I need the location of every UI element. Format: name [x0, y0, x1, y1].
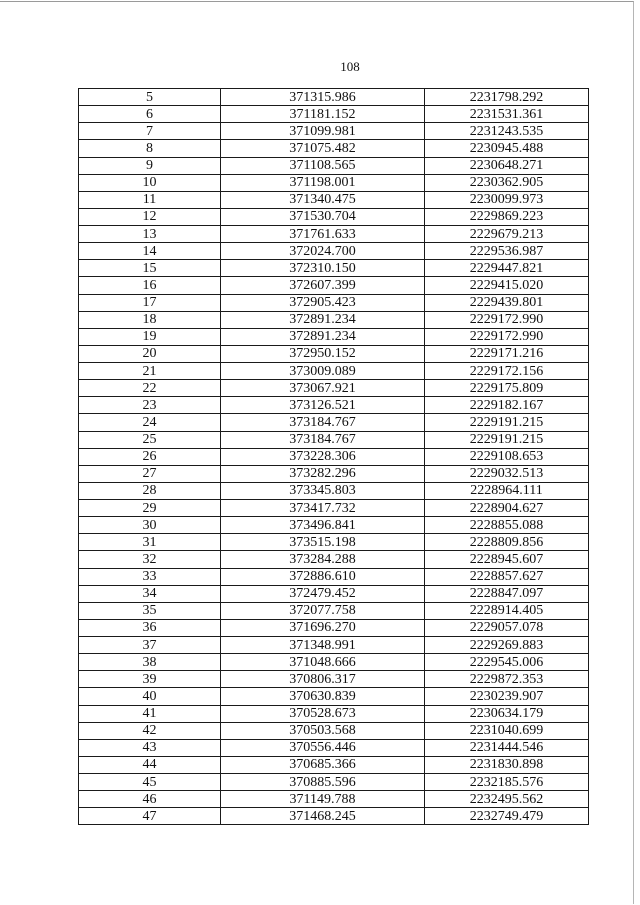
x-coordinate-cell: 372950.152 [221, 345, 425, 362]
x-coordinate-cell: 371181.152 [221, 106, 425, 123]
y-coordinate-cell: 2229108.653 [425, 448, 589, 465]
row-number-cell: 33 [79, 568, 221, 585]
y-coordinate-cell: 2228809.856 [425, 534, 589, 551]
row-number-cell: 18 [79, 311, 221, 328]
table-row [79, 722, 589, 739]
row-number-cell: 15 [79, 260, 221, 277]
row-number-cell: 46 [79, 791, 221, 808]
x-coordinate-cell: 372886.610 [221, 568, 425, 585]
y-coordinate-cell: 2228847.097 [425, 585, 589, 602]
y-coordinate-cell: 2230362.905 [425, 174, 589, 191]
table-row [79, 551, 589, 568]
table-row [79, 208, 589, 225]
x-coordinate-cell: 373345.803 [221, 482, 425, 499]
row-number-cell: 24 [79, 414, 221, 431]
x-coordinate-cell: 373515.198 [221, 534, 425, 551]
table-row [79, 226, 589, 243]
table-row [79, 500, 589, 517]
row-number-cell: 14 [79, 243, 221, 260]
row-number-cell: 45 [79, 774, 221, 791]
x-coordinate-cell: 373184.767 [221, 414, 425, 431]
table-row [79, 671, 589, 688]
x-coordinate-cell: 370685.366 [221, 756, 425, 773]
y-coordinate-cell: 2231798.292 [425, 89, 589, 106]
table-row [79, 688, 589, 705]
y-coordinate-cell: 2230239.907 [425, 688, 589, 705]
x-coordinate-cell: 372607.399 [221, 277, 425, 294]
table-body [79, 89, 589, 825]
row-number-cell: 41 [79, 705, 221, 722]
y-coordinate-cell: 2229536.987 [425, 243, 589, 260]
row-number-cell: 26 [79, 448, 221, 465]
coordinates-table [78, 88, 589, 825]
y-coordinate-cell: 2232185.576 [425, 774, 589, 791]
table-row [79, 808, 589, 825]
row-number-cell: 35 [79, 602, 221, 619]
x-coordinate-cell: 372310.150 [221, 260, 425, 277]
y-coordinate-cell: 2229175.809 [425, 380, 589, 397]
y-coordinate-cell: 2230648.271 [425, 157, 589, 174]
y-coordinate-cell: 2229191.215 [425, 414, 589, 431]
y-coordinate-cell: 2231830.898 [425, 756, 589, 773]
y-coordinate-cell: 2228964.111 [425, 482, 589, 499]
y-coordinate-cell: 2229182.167 [425, 397, 589, 414]
y-coordinate-cell: 2229439.801 [425, 294, 589, 311]
x-coordinate-cell: 370503.568 [221, 722, 425, 739]
x-coordinate-cell: 373184.767 [221, 431, 425, 448]
table-row [79, 482, 589, 499]
y-coordinate-cell: 2229869.223 [425, 208, 589, 225]
row-number-cell: 28 [79, 482, 221, 499]
table-row [79, 654, 589, 671]
table-row [79, 602, 589, 619]
x-coordinate-cell: 373126.521 [221, 397, 425, 414]
table-row [79, 174, 589, 191]
x-coordinate-cell: 372479.452 [221, 585, 425, 602]
table-row [79, 534, 589, 551]
y-coordinate-cell: 2229545.006 [425, 654, 589, 671]
y-coordinate-cell: 2228855.088 [425, 517, 589, 534]
row-number-cell: 8 [79, 140, 221, 157]
y-coordinate-cell: 2229172.156 [425, 363, 589, 380]
y-coordinate-cell: 2229191.215 [425, 431, 589, 448]
row-number-cell: 25 [79, 431, 221, 448]
y-coordinate-cell: 2229269.883 [425, 637, 589, 654]
y-coordinate-cell: 2229171.216 [425, 345, 589, 362]
row-number-cell: 22 [79, 380, 221, 397]
x-coordinate-cell: 372905.423 [221, 294, 425, 311]
row-number-cell: 7 [79, 123, 221, 140]
y-coordinate-cell: 2228904.627 [425, 500, 589, 517]
x-coordinate-cell: 371348.991 [221, 637, 425, 654]
x-coordinate-cell: 373282.296 [221, 465, 425, 482]
row-number-cell: 12 [79, 208, 221, 225]
y-coordinate-cell: 2229057.078 [425, 619, 589, 636]
x-coordinate-cell: 371198.001 [221, 174, 425, 191]
row-number-cell: 20 [79, 345, 221, 362]
x-coordinate-cell: 371761.633 [221, 226, 425, 243]
x-coordinate-cell: 373228.306 [221, 448, 425, 465]
y-coordinate-cell: 2230945.488 [425, 140, 589, 157]
x-coordinate-cell: 373284.288 [221, 551, 425, 568]
x-coordinate-cell: 371315.986 [221, 89, 425, 106]
x-coordinate-cell: 371099.981 [221, 123, 425, 140]
table-row [79, 191, 589, 208]
y-coordinate-cell: 2229032.513 [425, 465, 589, 482]
y-coordinate-cell: 2231444.546 [425, 739, 589, 756]
table-row [79, 517, 589, 534]
x-coordinate-cell: 370630.839 [221, 688, 425, 705]
table-row [79, 328, 589, 345]
row-number-cell: 21 [79, 363, 221, 380]
row-number-cell: 19 [79, 328, 221, 345]
row-number-cell: 6 [79, 106, 221, 123]
x-coordinate-cell: 370556.446 [221, 739, 425, 756]
x-coordinate-cell: 373067.921 [221, 380, 425, 397]
table-row [79, 157, 589, 174]
row-number-cell: 30 [79, 517, 221, 534]
table-row [79, 705, 589, 722]
row-number-cell: 9 [79, 157, 221, 174]
x-coordinate-cell: 373496.841 [221, 517, 425, 534]
x-coordinate-cell: 370528.673 [221, 705, 425, 722]
table-row [79, 311, 589, 328]
y-coordinate-cell: 2231243.535 [425, 123, 589, 140]
row-number-cell: 37 [79, 637, 221, 654]
row-number-cell: 27 [79, 465, 221, 482]
table-row [79, 260, 589, 277]
row-number-cell: 47 [79, 808, 221, 825]
row-number-cell: 43 [79, 739, 221, 756]
y-coordinate-cell: 2231040.699 [425, 722, 589, 739]
x-coordinate-cell: 372077.758 [221, 602, 425, 619]
row-number-cell: 39 [79, 671, 221, 688]
y-coordinate-cell: 2228857.627 [425, 568, 589, 585]
y-coordinate-cell: 2229172.990 [425, 328, 589, 345]
table-row [79, 243, 589, 260]
y-coordinate-cell: 2228945.607 [425, 551, 589, 568]
y-coordinate-cell: 2229172.990 [425, 311, 589, 328]
table-row [79, 448, 589, 465]
row-number-cell: 32 [79, 551, 221, 568]
table-row [79, 89, 589, 106]
y-coordinate-cell: 2229415.020 [425, 277, 589, 294]
row-number-cell: 40 [79, 688, 221, 705]
row-number-cell: 5 [79, 89, 221, 106]
y-coordinate-cell: 2229447.821 [425, 260, 589, 277]
table-row [79, 756, 589, 773]
row-number-cell: 16 [79, 277, 221, 294]
table-row [79, 619, 589, 636]
table-row [79, 294, 589, 311]
table-row [79, 277, 589, 294]
page-number: 108 [340, 59, 360, 74]
x-coordinate-cell: 371696.270 [221, 619, 425, 636]
row-number-cell: 36 [79, 619, 221, 636]
table-row [79, 380, 589, 397]
table-row [79, 414, 589, 431]
x-coordinate-cell: 371340.475 [221, 191, 425, 208]
x-coordinate-cell: 370885.596 [221, 774, 425, 791]
table-row [79, 363, 589, 380]
y-coordinate-cell: 2229679.213 [425, 226, 589, 243]
x-coordinate-cell: 372891.234 [221, 328, 425, 345]
row-number-cell: 23 [79, 397, 221, 414]
x-coordinate-cell: 372024.700 [221, 243, 425, 260]
table-row [79, 774, 589, 791]
row-number-cell: 34 [79, 585, 221, 602]
y-coordinate-cell: 2232495.562 [425, 791, 589, 808]
row-number-cell: 44 [79, 756, 221, 773]
row-number-cell: 31 [79, 534, 221, 551]
table-row [79, 106, 589, 123]
table-row [79, 345, 589, 362]
x-coordinate-cell: 373009.089 [221, 363, 425, 380]
x-coordinate-cell: 371075.482 [221, 140, 425, 157]
x-coordinate-cell: 371149.788 [221, 791, 425, 808]
x-coordinate-cell: 370806.317 [221, 671, 425, 688]
y-coordinate-cell: 2232749.479 [425, 808, 589, 825]
row-number-cell: 29 [79, 500, 221, 517]
row-number-cell: 11 [79, 191, 221, 208]
row-number-cell: 38 [79, 654, 221, 671]
x-coordinate-cell: 371108.565 [221, 157, 425, 174]
row-number-cell: 42 [79, 722, 221, 739]
table-row [79, 585, 589, 602]
row-number-cell: 10 [79, 174, 221, 191]
table-row [79, 568, 589, 585]
table-row [79, 140, 589, 157]
x-coordinate-cell: 372891.234 [221, 311, 425, 328]
y-coordinate-cell: 2230099.973 [425, 191, 589, 208]
table-row [79, 791, 589, 808]
x-coordinate-cell: 371468.245 [221, 808, 425, 825]
table-row [79, 465, 589, 482]
x-coordinate-cell: 373417.732 [221, 500, 425, 517]
row-number-cell: 17 [79, 294, 221, 311]
y-coordinate-cell: 2229872.353 [425, 671, 589, 688]
y-coordinate-cell: 2231531.361 [425, 106, 589, 123]
table-row [79, 431, 589, 448]
x-coordinate-cell: 371048.666 [221, 654, 425, 671]
row-number-cell: 13 [79, 226, 221, 243]
y-coordinate-cell: 2228914.405 [425, 602, 589, 619]
table-row [79, 397, 589, 414]
x-coordinate-cell: 371530.704 [221, 208, 425, 225]
table-row [79, 123, 589, 140]
y-coordinate-cell: 2230634.179 [425, 705, 589, 722]
table-row [79, 739, 589, 756]
table-row [79, 637, 589, 654]
